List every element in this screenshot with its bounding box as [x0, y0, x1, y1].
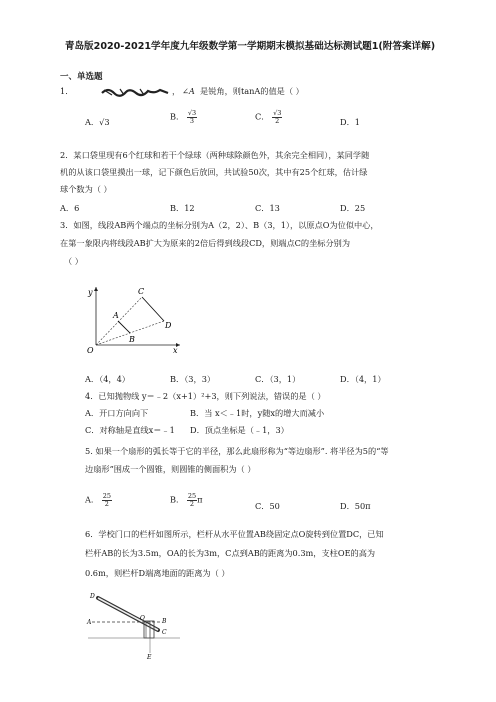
q1-angle-symbol: ∠A	[182, 86, 195, 96]
q4-option-c: C．对称轴是直线x＝﹣1	[85, 425, 175, 435]
q4-option-a: A．开口方向向下	[85, 408, 149, 418]
q1-option-b-fraction: $\frac{√3}{3}$	[187, 109, 197, 125]
q1-option-c-label: C．	[255, 111, 270, 122]
q5-option-a-fraction: $\frac{25}{2}$	[102, 492, 111, 508]
q4-option-d: D．顶点坐标是（﹣1，3）	[190, 425, 289, 435]
q6-label-b: B	[162, 618, 167, 625]
q5-line-2: 边扇形”围成一个圆锥，则圆锥的侧面积为（ ）	[85, 464, 256, 474]
q3-option-d: D．（4，1）	[340, 374, 386, 384]
q3-segment-cd	[142, 297, 164, 321]
q3-label-d: D	[165, 321, 172, 330]
q3-line-2: 在第一象限内将线段AB扩大为原来的2倍后得到线段CD，则端点C的坐标分别为	[60, 238, 351, 248]
q2-option-a: A．6	[60, 203, 80, 213]
q2-option-c: C．13	[255, 203, 280, 213]
q1-option-c-fraction: $\frac{√3}{2}$	[273, 109, 282, 125]
q5-option-b-fraction: $\frac{25}{2}$	[187, 492, 197, 508]
q2-line-3: 球个数为（ ）	[60, 184, 112, 194]
q1-option-d-label: D．	[340, 117, 355, 127]
q1-option-c	[255, 110, 282, 125]
q6-gate-figure	[84, 590, 184, 660]
q6-label-a: A	[87, 619, 92, 626]
q1-comma: ，	[172, 86, 181, 96]
q2-option-d: D．25	[340, 203, 366, 213]
q5-option-b	[170, 493, 203, 508]
q6-line-3: 0.6m，则栏杆D端离地面的距离为（ ）	[85, 568, 230, 578]
q3-option-a: A．（4，4）	[85, 374, 130, 384]
q5-option-b-pi: π	[197, 494, 203, 505]
q6-label-e: E	[147, 654, 152, 660]
q3-option-c: C．（3，1）	[255, 374, 301, 384]
q3-label-c: C	[138, 287, 145, 296]
q6-bar-dc-highlight	[98, 598, 158, 630]
q3-ray-oc	[96, 297, 142, 345]
q5-line-1: 5. 如果一个扇形的弧长等于它的半径，那么此扇形称为“等边扇形”. 将半径为5的“等	[85, 446, 389, 456]
q1-option-a-label: A．	[85, 117, 100, 127]
q2-option-b: B．12	[170, 203, 195, 213]
section-heading: 一、单选题	[60, 72, 103, 82]
q1-option-a	[85, 116, 110, 128]
q6-label-c: C	[162, 629, 167, 636]
q1-option-a-value: √3	[99, 117, 110, 127]
q5-option-b-label: B．	[170, 494, 185, 505]
q3-label-o: O	[87, 346, 94, 353]
q6-line-1: 6．学校门口的栏杆如图所示，栏杆从水平位置AB绕固定点O旋转到位置DC，已知	[85, 529, 384, 539]
q3-segment-ab	[118, 321, 130, 333]
q1-garbled-formula-image	[100, 85, 170, 97]
q4-option-b: B．当 x＜﹣1时，y随x的增大而减小	[190, 408, 325, 418]
q6-label-d: D	[90, 593, 95, 600]
q5-option-a-label: A．	[85, 494, 100, 505]
q3-y-arrow	[94, 287, 98, 291]
q3-label-x: x	[173, 346, 178, 353]
q5-option-a	[85, 493, 112, 508]
q1-option-b	[170, 110, 197, 125]
q1-number: 1．	[60, 86, 74, 96]
q5-option-d: D．50π	[340, 501, 371, 511]
q3-label-a: A	[113, 311, 119, 320]
q1-option-b-label: B．	[170, 111, 185, 122]
document-title: 青岛版2020-2021学年度九年级数学第一学期期末模拟基础达标测试题1(附答案详解)	[64, 41, 436, 52]
q1-stem-end: 是锐角，则tanA的值是（ ）	[200, 86, 304, 96]
q6-line-2: 栏杆AB的长为3.5m，OA的长为3m，C点到AB的距离为0.3m，支柱OE的高为	[85, 548, 376, 558]
q5-option-c: C．50	[255, 501, 280, 511]
q2-line-1: 2．某口袋里现有6个红球和若干个绿球（两种球除颜色外，其余完全相同），某同学随	[60, 150, 370, 160]
q3-option-b: B．（3，3）	[170, 374, 216, 384]
q6-label-o: O	[140, 615, 145, 622]
q1-option-d	[340, 116, 360, 128]
q3-line-3: （ ）	[64, 256, 83, 266]
q4-stem: 4．已知抛物线 y＝﹣2（x+1）²+3，则下列说法，错误的是（ ）	[85, 391, 326, 401]
q3-label-y: y	[88, 288, 93, 297]
q3-line-1: 3．如图，线段AB两个端点的坐标分别为A（2，2）、B（3，1），以原点O为位似中心，	[60, 220, 379, 230]
q2-line-2: 机的从该口袋里摸出一球，记下颜色后放回，共试验50次，其中有25个红球，估计绿	[60, 167, 368, 177]
q3-coordinate-figure	[84, 283, 184, 353]
q1-option-d-value: 1	[354, 117, 360, 127]
q3-label-b: B	[129, 335, 135, 344]
